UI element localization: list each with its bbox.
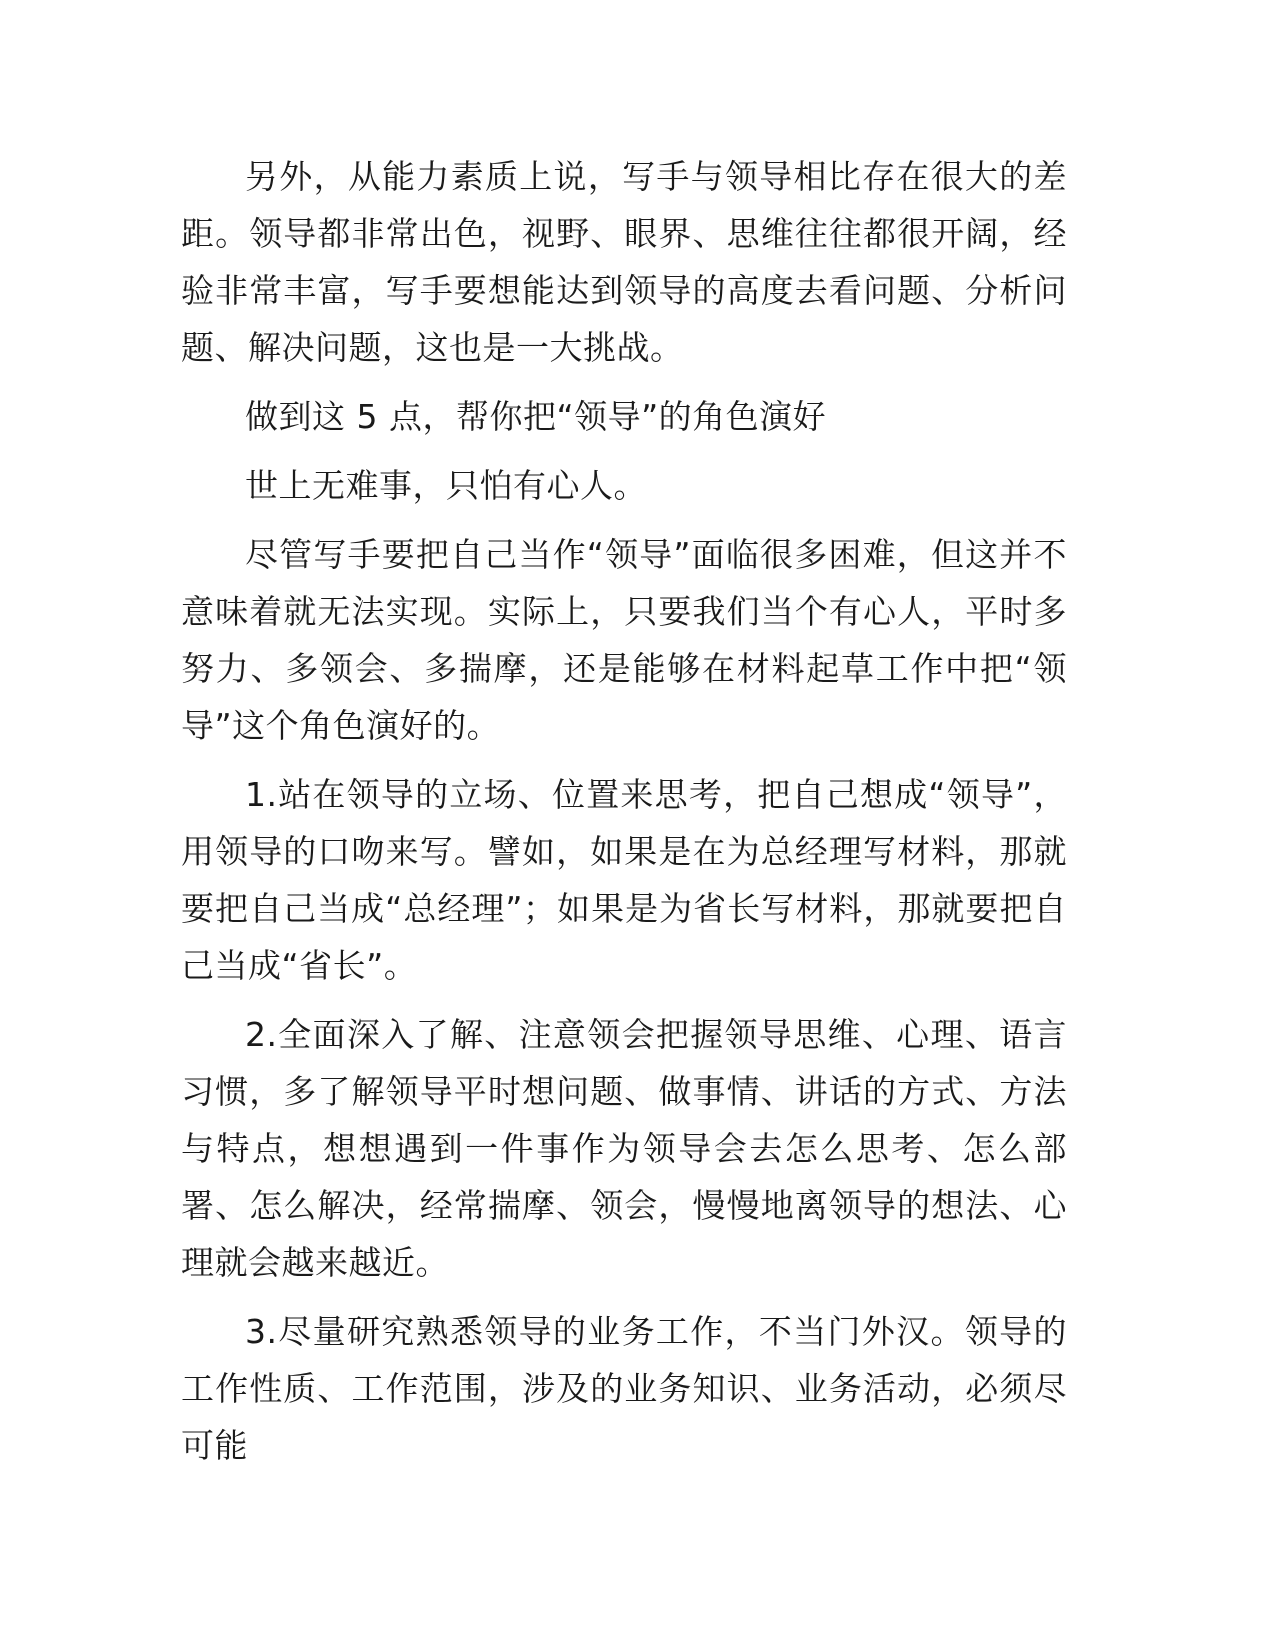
- paragraph-point-1: 1.站在领导的立场、位置来思考，把自己想成“领导”，用领导的口吻来写。譬如，如果是在为总经理写材料，那就要把自己当成“总经理”；如果是为省长写材料，那就要把自己当成“省长”。: [181, 775, 1067, 985]
- paragraph-intro: 尽管写手要把自己当作“领导”面临很多困难，但这并不意味着就无法实现。实际上，只要我们当个有心人，平时多努力、多领会、多揣摩，还是能够在材料起草工作中把“领导”这个角色演好的。: [181, 535, 1067, 745]
- paragraph-point-2: 2.全面深入了解、注意领会把握领导思维、心理、语言习惯，多了解领导平时想问题、做事情、讲话的方式、方法与特点，想想遇到一件事作为领导会去怎么思考、怎么部署、怎么解决，经常揣摩、领会，慢慢地离领导的想法、心理就会越来越近。: [181, 1015, 1067, 1282]
- paragraph-proverb: 世上无难事，只怕有心人。: [245, 466, 647, 505]
- section-heading: 做到这 5 点，帮你把“领导”的角色演好: [245, 397, 827, 436]
- paragraph-point-3: 3.尽量研究熟悉领导的业务工作，不当门外汉。领导的工作性质、工作范围，涉及的业务知识、业务活动，必须尽可能: [181, 1312, 1067, 1465]
- paragraph-capability-gap: 另外，从能力素质上说，写手与领导相比存在很大的差距。领导都非常出色，视野、眼界、思维往往都很开阔，经验非常丰富，写手要想能达到领导的高度去看问题、分析问题、解决问题，这也是一大挑战。: [181, 157, 1067, 367]
- document-page: [181, 148, 1067, 1474]
